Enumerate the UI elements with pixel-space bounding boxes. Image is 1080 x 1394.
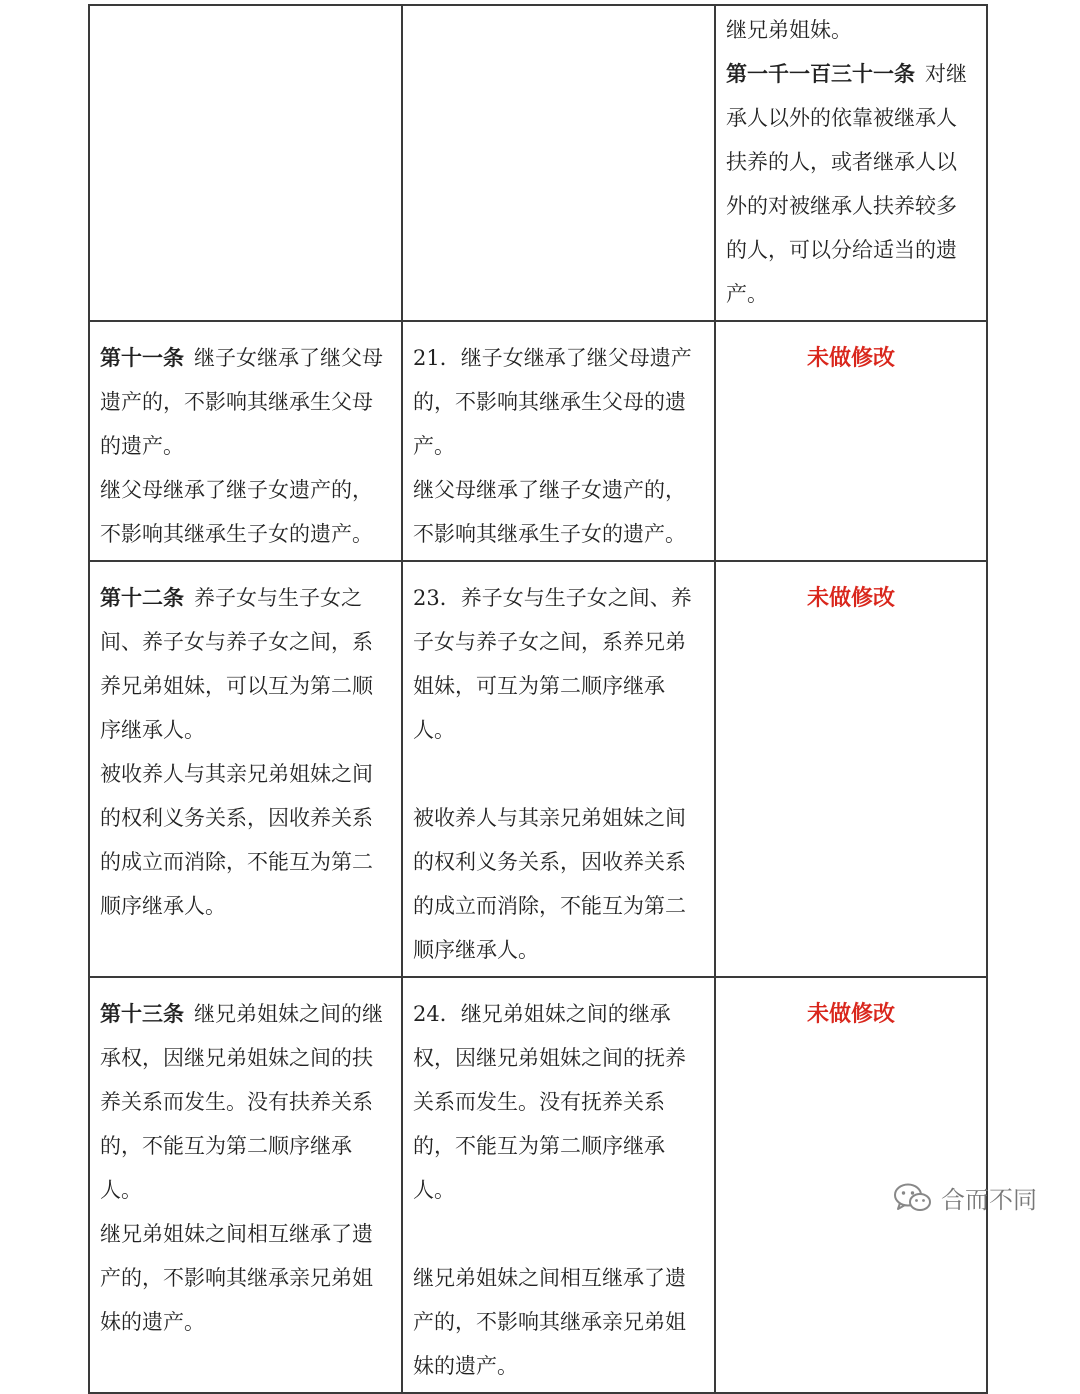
interpretation-cell: [402, 561, 715, 977]
table-row: [89, 321, 987, 561]
comparison-table: [88, 4, 988, 1394]
table-row: [89, 561, 987, 977]
status-label: 未做修改: [806, 1002, 895, 1027]
cell-paragraph: [726, 52, 976, 316]
old-provision-cell: [89, 561, 402, 977]
old-provision-cell: [89, 977, 402, 1393]
interpretation-cell: [402, 321, 715, 561]
cell-paragraph: [100, 576, 391, 752]
table-row: [89, 5, 987, 321]
cell-paragraph: [100, 1212, 391, 1344]
paragraph-text: 继兄弟姐妹之间的继承权，因继兄弟姐妹之间的扶养关系而发生。没有扶养关系的，不能互为第二顺序继承人。: [100, 1002, 383, 1202]
cell-paragraph: [413, 576, 704, 752]
status-label: 未做修改: [806, 586, 895, 611]
cell-paragraph: [413, 336, 704, 468]
article-number: 第十一条: [100, 346, 184, 370]
cell-paragraph: [726, 8, 976, 52]
paragraph-text: 被收养人与其亲兄弟姐妹之间的权利义务关系，因收养关系的成立而消除，不能互为第二顺序继承人。: [413, 806, 686, 962]
cell-paragraph: [100, 992, 391, 1212]
article-number: 第一千一百三十一条: [726, 62, 915, 86]
paragraph-text: 23．养子女与生子女之间、养子女与养子女之间，系养兄弟姐妹，可互为第二顺序继承人。: [413, 586, 692, 742]
paragraph-text: 继父母继承了继子女遗产的，不影响其继承生子女的遗产。: [413, 478, 686, 546]
cell-paragraph: [413, 1256, 704, 1388]
watermark: [893, 1180, 1037, 1215]
article-number: 第十三条: [100, 1002, 184, 1026]
status-label: 未做修改: [806, 346, 895, 371]
paragraph-text: 对继承人以外的依靠被继承人扶养的人，或者继承人以外的对被继承人扶养较多的人，可以分给适当的遗产。: [726, 62, 967, 306]
paragraph-text: 继子女继承了继父母遗产的，不影响其继承生父母的遗产。: [100, 346, 383, 458]
paragraph-text: 继父母继承了继子女遗产的，不影响其继承生子女的遗产。: [100, 478, 373, 546]
old-provision-cell: [89, 5, 402, 321]
cell-paragraph: [100, 752, 391, 928]
cell-paragraph: [413, 992, 704, 1212]
article-number: 第十二条: [100, 586, 184, 610]
paragraph-text: 继兄弟姐妹之间相互继承了遗产的，不影响其继承亲兄弟姐妹的遗产。: [413, 1266, 686, 1378]
watermark-text: 合而不同: [941, 1186, 1037, 1214]
cell-paragraph: [413, 468, 704, 556]
paragraph-text: 养子女与生子女之间、养子女与养子女之间，系养兄弟姐妹，可以互为第二顺序继承人。: [100, 586, 373, 742]
cell-paragraph: [413, 796, 704, 972]
civil-code-cell: [715, 321, 987, 561]
table-row: [89, 977, 987, 1393]
wechat-icon: [893, 1182, 933, 1214]
civil-code-cell: [715, 5, 987, 321]
paragraph-text: 被收养人与其亲兄弟姐妹之间的权利义务关系，因收养关系的成立而消除，不能互为第二顺序继承人。: [100, 762, 373, 918]
civil-code-cell: [715, 561, 987, 977]
paragraph-text: 24．继兄弟姐妹之间的继承权，因继兄弟姐妹之间的抚养关系而发生。没有抚养关系的，不能互为第二顺序继承人。: [413, 1002, 686, 1202]
paragraph-text: 继兄弟姐妹。: [726, 18, 852, 42]
paragraph-text: 21．继子女继承了继父母遗产的，不影响其继承生父母的遗产。: [413, 346, 692, 458]
cell-paragraph: [100, 336, 391, 468]
cell-paragraph: [100, 468, 391, 556]
interpretation-cell: [402, 5, 715, 321]
old-provision-cell: [89, 321, 402, 561]
interpretation-cell: [402, 977, 715, 1393]
paragraph-text: 继兄弟姐妹之间相互继承了遗产的，不影响其继承亲兄弟姐妹的遗产。: [100, 1222, 373, 1334]
